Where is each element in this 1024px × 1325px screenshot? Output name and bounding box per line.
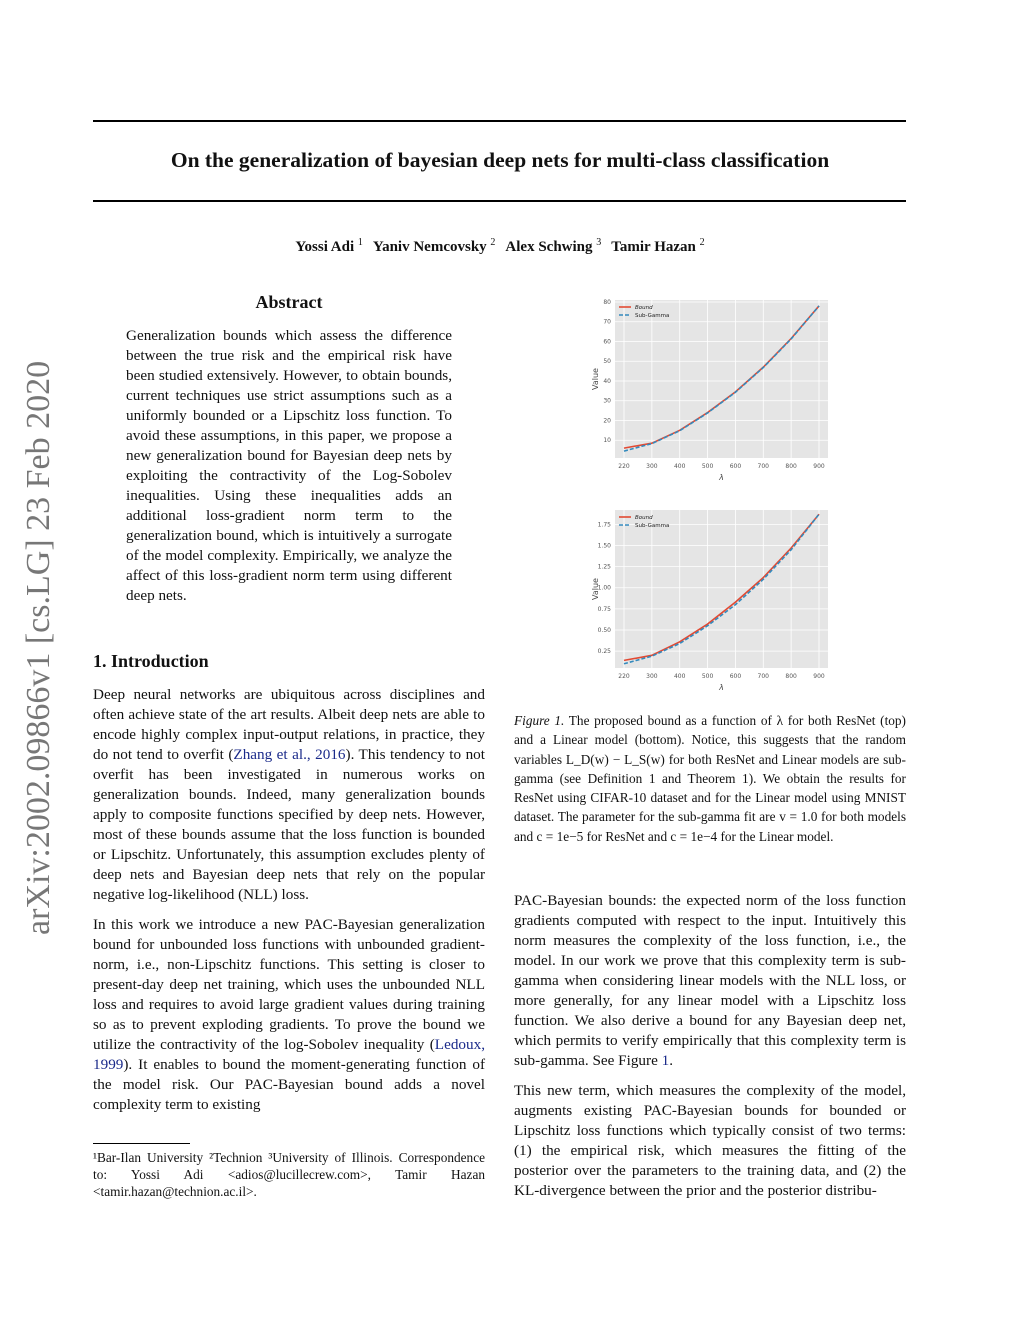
y-axis-label: Value [591,578,600,600]
x-tick-label: 800 [785,673,797,680]
author-affiliation: 2 [699,237,705,248]
author-list [0,237,1000,256]
intro-paragraph-2 [93,915,485,1115]
y-axis-label: Value [591,368,600,390]
legend-label: Sub-Gamma [635,313,670,319]
x-tick-label: 700 [757,673,770,680]
x-axis-label: λ [719,473,724,482]
author [505,239,601,255]
x-tick-label: 900 [813,463,825,470]
caption-label: Figure 1. [514,713,565,728]
text: . [669,1052,674,1069]
footnote: ¹Bar-Ilan University ²Technion ³University of Illinois. Correspondence to: Yossi Adi <adios@lucillecrew.com>, Tamir Hazan <tamir.hazan@technion.ac.il>. [93,1150,485,1199]
y-tick-label: 1.50 [597,542,611,550]
legend-label: Sub-Gamma [635,523,670,529]
y-tick-label: 0.50 [597,626,611,634]
intro-heading: 1. Introduction [93,651,209,671]
y-tick-label: 20 [603,417,611,425]
author [373,239,496,255]
x-tick-label: 300 [646,463,658,470]
footnote-rule [93,1143,190,1144]
text: Deep neural networks are ubiquitous across disciplines and often achieve state of the art results. Albeit deep nets are able to encode highly complex input-output relations, in practice, they do not tend to overfit ( [93,686,485,763]
x-tick-label: 400 [673,463,686,470]
author-affiliation: 2 [490,237,496,248]
author [611,239,704,255]
intro-paragraph-1 [93,685,485,905]
x-tick-label: 700 [757,463,770,470]
citation-link[interactable]: Ledoux, 1999 [93,1036,485,1073]
y-tick-label: 50 [603,358,611,366]
right-column-text [514,891,906,1201]
x-tick-label: 400 [673,673,686,680]
legend-label: Bound [635,515,653,521]
x-tick-label: 300 [646,673,658,680]
text: PAC-Bayesian bounds: the expected norm of the loss function gradients computed with respect to the input. Intuitively this norm measures the complexity of the loss function, i.e., the model. In our work we prove that this complexity term is sub-gamma when considering linear models with the NLL loss, or more generally, for any linear model with a Lipschitz loss function. We also derive a bound for any Bayesian deep net, which permits to verify empirically that this complexity term is sub-gamma. See Figure [514,892,906,1069]
plot-area [615,510,828,668]
y-tick-label: 80 [603,298,611,306]
author-affiliation: 1 [357,237,363,248]
abstract-heading: Abstract [255,292,323,312]
y-tick-label: 30 [603,397,611,405]
x-tick-label: 500 [701,463,714,470]
y-tick-label: 10 [603,437,611,445]
paper-title: On the generalization of bayesian deep nets for multi-class classification [170,148,830,172]
x-axis-label: λ [719,683,724,692]
y-tick-label: 60 [603,338,611,346]
right-paragraph-1 [514,891,906,1071]
y-tick-label: 1.75 [597,521,611,529]
citation-link[interactable]: Zhang et al., 2016 [233,746,346,763]
plot-area [615,300,828,458]
x-tick-label: 500 [701,673,714,680]
legend-label: Bound [635,305,653,311]
title-rule-top [93,120,906,122]
x-tick-label: 600 [729,463,742,470]
y-tick-label: 40 [603,377,611,385]
y-tick-label: 0.75 [597,605,611,613]
caption-text: The proposed bound as a function of λ for both ResNet (top) and a Linear model (bottom). Notice, this suggests that the random variables L_D(w) − L_S(w) for both ResNet and Linear models are sub-gamma (see Definition 1 and Theorem 1). We obtain the results for ResNet using CIFAR-10 dataset and for the Linear model using MNIST dataset. The parameter for the sub-gamma fit are v = 1.0 for both models and c = 1e−5 for ResNet and c = 1e−4 for the Linear model. [514,713,906,844]
text: ). It enables to bound the moment-generating function of the model risk. Our PAC-Bayesian bound adds a novel complexity term to existing [93,1056,485,1113]
y-tick-label: 0.25 [597,648,611,656]
author [295,239,363,255]
text: In this work we introduce a new PAC-Bayesian generalization bound for unbounded loss functions with unbounded gradient-norm, i.e., non-Lipschitz functions. This setting is closer to present-day deep net training, which uses the unbounded NLL loss and requires to avoid large gradient values during training so as to prevent exploding gradients. To prove the bound we utilize the contractivity of the log-Sobolev inequality ( [93,916,485,1053]
title-rule-bottom [93,200,906,202]
figure-ref-link[interactable]: 1 [661,1052,670,1069]
author-name: Tamir Hazan [611,239,696,255]
figure-caption [514,711,906,846]
y-tick-label: 1.25 [597,563,611,571]
linear-bound-chart [585,505,835,695]
abstract-text: Generalization bounds which assess the difference between the true risk and the empirical risk have been studied extensively. However, to obtain bounds, current techniques use strict assumptions such as a uniformly bounded or a Lipschitz loss function. To avoid these assumptions, in this paper, we propose a new generalization bound for Bayesian deep nets by exploiting the contractivity of the Log-Sobolev inequalities. Using these inequalities adds an additional loss-gradient norm term to the generalization bound, which is intuitively a surrogate of the model complexity. Empirically, we analyze the affect of this loss-gradient norm term using different deep nets. [126,327,452,604]
author-affiliation: 3 [596,237,602,248]
x-tick-label: 220 [618,463,630,470]
author-name: Yossi Adi [295,239,355,255]
text: ). This tendency to not overfit has been investigated in numerous works on generalization bounds. Indeed, many generalization bounds apply to composite functions specified by deep nets. However, most of these bounds assume that the loss function is bounded or Lipschitz. Unfortunately, this assumption excludes plenty of deep nets and Bayesian deep nets that rely on the popular negative log-likelihood (NLL) loss. [93,746,485,903]
x-tick-label: 900 [813,673,825,680]
right-paragraph-2: This new term, which measures the complexity of the model, augments existing PAC-Bayesian bounds for bounded or Lipschitz loss functions which typically consist of two terms: (1) the empirical risk, which measures the fitting of the posterior over the parameters to the training data, and (2) the KL-divergence between the prior and the posterior distribu- [514,1082,906,1199]
x-tick-label: 220 [618,673,630,680]
x-tick-label: 800 [785,463,797,470]
resnet-bound-chart [585,295,835,485]
x-tick-label: 600 [729,673,742,680]
arxiv-identifier: arXiv:2002.09866v1 [cs.LG] 23 Feb 2020 [20,360,57,935]
y-tick-label: 70 [603,318,611,326]
abstract [126,292,452,606]
author-name: Alex Schwing [505,239,593,255]
y-tick-label: 1.00 [597,584,611,592]
introduction [93,651,485,1115]
author-name: Yaniv Nemcovsky [372,239,487,255]
